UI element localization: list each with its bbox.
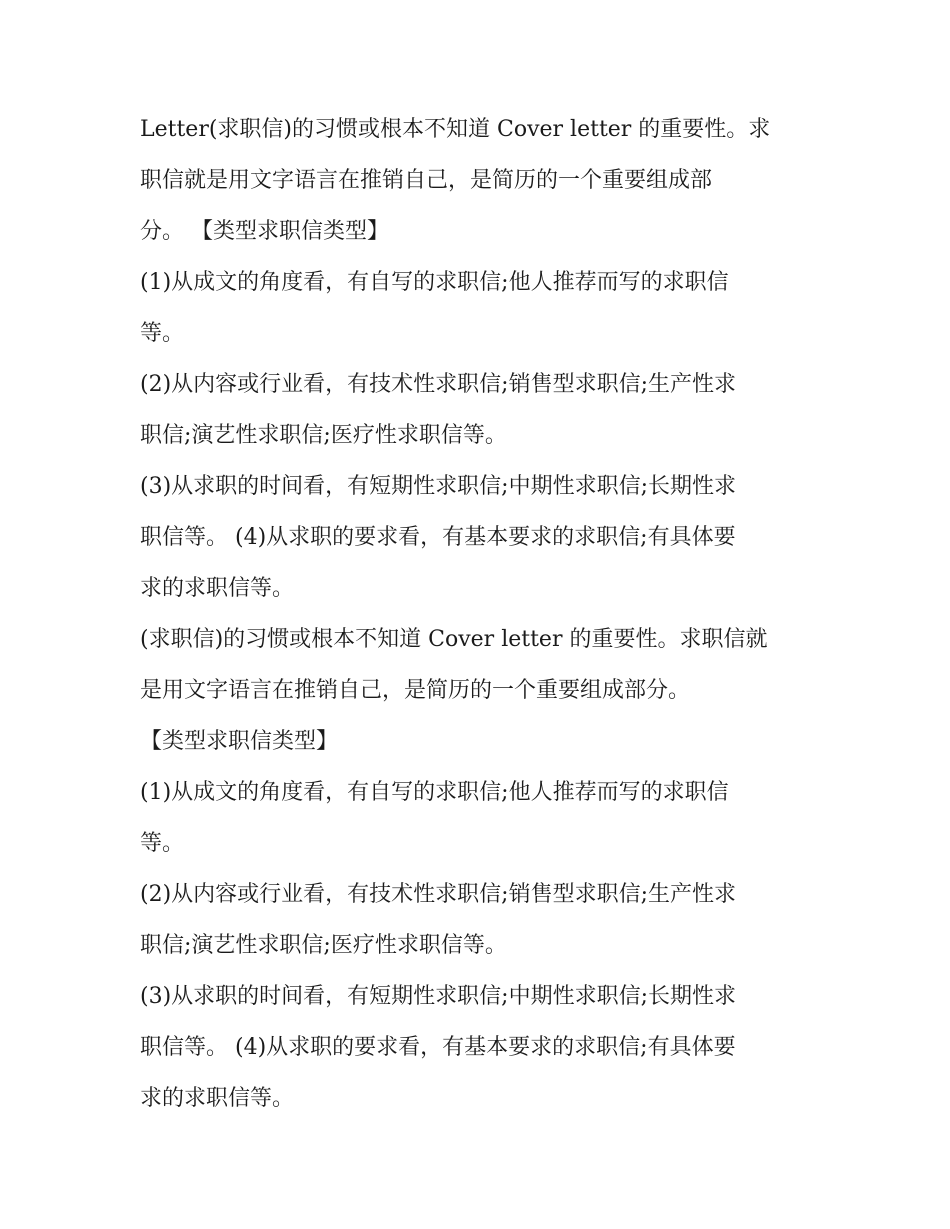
text-line: 职信等。 (4)从求职的要求看，有基本要求的求职信;有具体要 — [140, 525, 736, 550]
text-line: 职信就是用文字语言在推销自己，是简历的一个重要组成部 — [140, 168, 713, 193]
text-line: (1)从成文的角度看，有自写的求职信;他人推荐而写的求职信 — [140, 270, 729, 295]
text-line: Letter(求职信)的习惯或根本不知道 Cover letter 的重要性。求 — [140, 117, 771, 142]
text-line: 【类型求职信类型】 — [140, 729, 339, 754]
text-line: 职信等。 (4)从求职的要求看，有基本要求的求职信;有具体要 — [140, 1035, 736, 1060]
text-line: 求的求职信等。 — [140, 1086, 295, 1111]
text-line: (2)从内容或行业看，有技术性求职信;销售型求职信;生产性求 — [140, 882, 736, 907]
text-line: (1)从成文的角度看，有自写的求职信;他人推荐而写的求职信 — [140, 780, 729, 805]
text-line: 职信;演艺性求职信;医疗性求职信等。 — [140, 423, 507, 448]
text-line: (求职信)的习惯或根本不知道 Cover letter 的重要性。求职信就 — [140, 627, 768, 652]
text-line: 等。 — [140, 321, 185, 346]
text-line: (3)从求职的时间看，有短期性求职信;中期性求职信;长期性求 — [140, 984, 736, 1009]
text-line: 求的求职信等。 — [140, 576, 295, 601]
text-line: 是用文字语言在推销自己，是简历的一个重要组成部分。 — [140, 678, 691, 703]
text-line: (2)从内容或行业看，有技术性求职信;销售型求职信;生产性求 — [140, 372, 736, 397]
document-body — [140, 104, 820, 1124]
text-line: 职信;演艺性求职信;医疗性求职信等。 — [140, 933, 507, 958]
text-line: (3)从求职的时间看，有短期性求职信;中期性求职信;长期性求 — [140, 474, 736, 499]
text-line: 等。 — [140, 831, 185, 856]
text-line: 分。 【类型求职信类型】 — [140, 219, 389, 244]
